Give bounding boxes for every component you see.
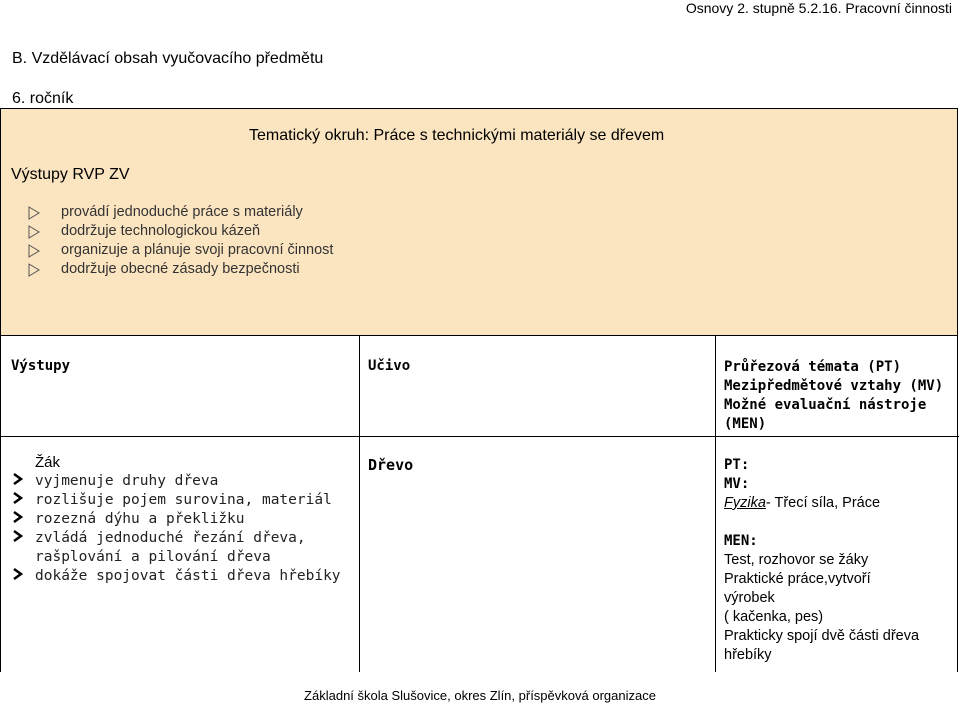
pt-label: PT: <box>724 457 750 473</box>
men-line: hřebíky <box>724 647 772 663</box>
arrow-bullet-icon <box>27 263 41 277</box>
list-item <box>11 567 341 586</box>
curriculum-column <box>359 336 716 672</box>
curriculum-item: Dřevo <box>368 456 414 474</box>
outputs-column <box>1 336 359 672</box>
rvp-item-text: organizuje a plánuje svoji pracovní činnost <box>61 242 334 258</box>
list-item <box>11 548 341 567</box>
crosscutting-header-line: Možné evaluační nástroje <box>724 397 927 413</box>
output-item-text: zvládá jednoduché řezání dřeva, <box>35 530 306 546</box>
chevron-right-icon <box>11 529 25 543</box>
output-item-text: rozlišuje pojem surovina, materiál <box>35 492 332 508</box>
chevron-right-icon <box>11 567 25 581</box>
list-item <box>27 260 333 279</box>
men-line: Test, rozhovor se žáky <box>724 552 869 568</box>
section-title: B. Vzdělávací obsah vyučovacího předmětu <box>12 50 324 67</box>
list-item <box>27 222 333 241</box>
student-label: Žák <box>35 454 61 471</box>
grade-label: 6. ročník <box>12 90 74 107</box>
arrow-bullet-icon <box>27 225 41 239</box>
list-item <box>11 472 341 491</box>
list-item <box>11 510 341 529</box>
men-line: ( kačenka, pes) <box>724 609 824 625</box>
spacer <box>724 513 919 532</box>
arrow-bullet-icon <box>27 206 41 220</box>
curriculum-table <box>0 336 958 672</box>
mv-line <box>724 494 919 513</box>
output-item-text: rozezná dýhu a překližku <box>35 511 245 527</box>
output-item-text: rašplování a pilování dřeva <box>35 549 271 565</box>
topic-title: Tematický okruh: Práce s technickými materiály se dřevem <box>249 127 665 144</box>
list-item <box>27 203 333 222</box>
list-item <box>27 241 333 260</box>
rvp-item-text: provádí jednoduché práce s materiály <box>61 204 303 220</box>
crosscutting-header-line: Průřezová témata (PT) <box>724 359 902 375</box>
list-item <box>11 529 341 548</box>
list-item <box>11 491 341 510</box>
chevron-right-icon <box>11 491 25 505</box>
document-footer: Základní škola Slušovice, okres Zlín, příspěvková organizace <box>304 688 656 703</box>
men-line: výrobek <box>724 590 775 606</box>
outputs-header: Výstupy <box>11 358 71 374</box>
curriculum-header: Učivo <box>368 358 411 374</box>
chevron-right-icon <box>11 510 25 524</box>
rvp-list <box>27 203 333 279</box>
rvp-item-text: dodržuje technologickou kázeň <box>61 223 261 239</box>
crosscutting-header <box>724 358 943 434</box>
outputs-list <box>11 472 341 586</box>
men-line: Prakticky spojí dvě části dřeva <box>724 628 920 644</box>
output-item-text: vyjmenuje druhy dřeva <box>35 473 219 489</box>
crosscutting-content <box>724 456 919 665</box>
topic-box <box>0 108 958 336</box>
rvp-label: Výstupy RVP ZV <box>11 166 130 183</box>
document-header: Osnovy 2. stupně 5.2.16. Pracovní činnosti <box>685 0 952 16</box>
mv-label: MV: <box>724 476 750 492</box>
crosscutting-header-line: (MEN) <box>724 416 767 432</box>
chevron-right-icon <box>11 472 25 486</box>
rvp-item-text: dodržuje obecné zásady bezpečnosti <box>61 261 300 277</box>
mv-subject: Fyzika <box>724 495 766 511</box>
output-item-text: dokáže spojovat části dřeva hřebíky <box>35 568 341 584</box>
men-label: MEN: <box>724 533 758 549</box>
men-line: Praktické práce,vytvoří <box>724 571 871 587</box>
mv-text: - Třecí síla, Práce <box>765 495 881 511</box>
arrow-bullet-icon <box>27 244 41 258</box>
crosscutting-column <box>715 336 960 672</box>
crosscutting-header-line: Mezipředmětové vztahy (MV) <box>724 378 944 394</box>
